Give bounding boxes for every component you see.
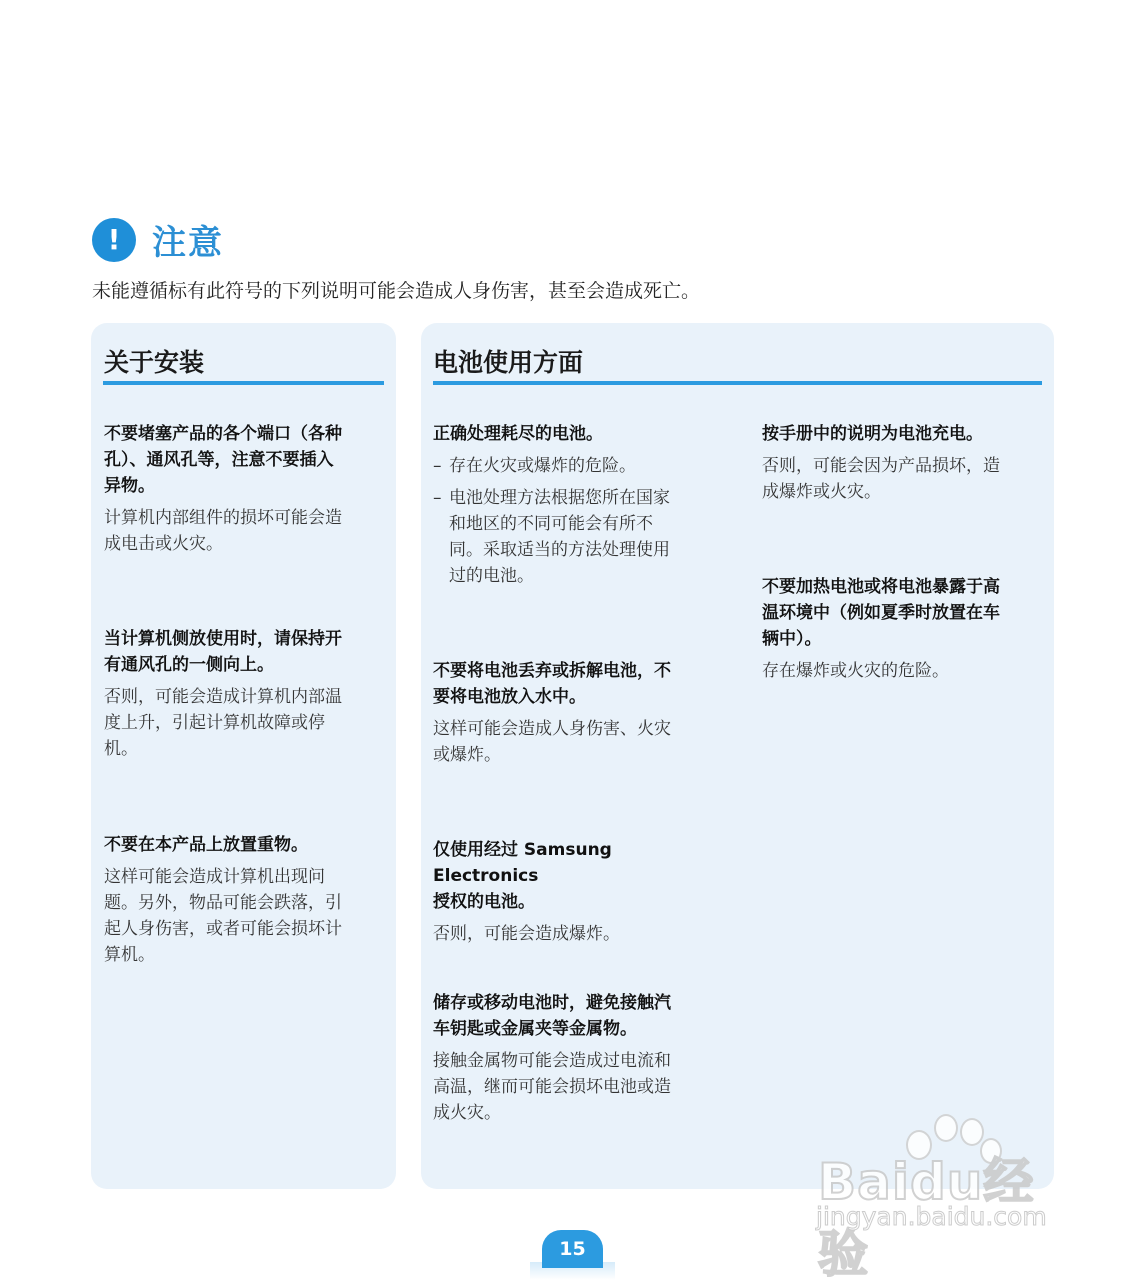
bullet-line: 电池处理方法根据您所在国家 [449, 488, 670, 508]
body-line: 否则，可能会造成爆炸。 [433, 924, 620, 944]
watermark-url: jingyan.baidu.com [816, 1202, 1047, 1231]
install-panel [91, 323, 396, 1189]
heading-line: 孔）、通风孔等，注意不要插入 [104, 450, 334, 470]
battery-item-dispose-heading [433, 421, 708, 447]
page-number: 15 [542, 1230, 603, 1268]
body-line: 成爆炸或火灾。 [762, 482, 881, 502]
body-line: 计算机内部组件的损坏可能会造 [104, 508, 342, 528]
install-item-1-body [104, 505, 379, 557]
bullet-line: 和地区的不同可能会有所不 [449, 514, 653, 534]
battery-item-metal-heading [433, 990, 708, 1042]
body-line: 成火灾。 [433, 1103, 501, 1123]
battery-title: 电池使用方面 [433, 348, 584, 377]
bullet-line: 存在火灾或爆炸的危险。 [449, 456, 636, 476]
heading-line: 储存或移动电池时，避免接触汽 [433, 993, 671, 1013]
battery-item-authorized [433, 837, 723, 947]
paw-toe [934, 1114, 958, 1142]
body-line: 度上升，引起计算机故障或停 [104, 713, 325, 733]
heading-line: 仅使用经过 Samsung Electronics [433, 840, 612, 886]
heading-line: 异物。 [104, 476, 155, 496]
body-line: 这样可能会造成计算机出现问 [104, 867, 325, 887]
body-line: 机。 [104, 739, 138, 759]
battery-item-dispose [433, 421, 708, 589]
caution-header [92, 215, 224, 264]
caution-title: 注意 [152, 223, 224, 263]
body-line: 这样可能会造成人身伤害、火灾 [433, 719, 671, 739]
install-title-rule [103, 381, 384, 385]
install-item-3 [104, 832, 379, 968]
battery-item-metal [433, 990, 708, 1126]
body-line: 算机。 [104, 945, 155, 965]
watermark-brand: Baidu经验 [818, 1153, 1035, 1280]
body-line: 接触金属物可能会造成过电流和 [433, 1051, 671, 1071]
bullet-dash: – [433, 456, 442, 476]
heading-line: 车钥匙或金属夹等金属物。 [433, 1019, 637, 1039]
heading-line: 有通风孔的一侧向上。 [104, 655, 274, 675]
install-item-2 [104, 626, 379, 762]
heading-line: 按手册中的说明为电池充电。 [762, 424, 983, 444]
body-line: 否则，可能会因为产品损坏，造 [762, 456, 1000, 476]
battery-item-authorized-body [433, 921, 723, 947]
install-item-2-body [104, 684, 379, 762]
battery-item-heat [762, 574, 1037, 684]
body-line: 高温，继而可能会损坏电池或造 [433, 1077, 671, 1097]
intro-text: 未能遵循标有此符号的下列说明可能会造成人身伤害，甚至会造成死亡。 [92, 280, 701, 302]
install-item-3-heading [104, 832, 379, 858]
battery-item-charge-body [762, 453, 1037, 505]
install-item-1-heading [104, 421, 379, 499]
battery-item-heat-body [762, 658, 1037, 684]
battery-item-charge-heading [762, 421, 1037, 447]
bullet-item [433, 453, 708, 479]
install-item-2-heading [104, 626, 379, 678]
battery-panel [421, 323, 1054, 1189]
heading-line: 要将电池放入水中。 [433, 687, 586, 707]
exclamation-icon: ! [92, 218, 136, 262]
bullet-item [433, 485, 708, 589]
battery-item-water-heading [433, 658, 708, 710]
battery-item-authorized-heading [433, 837, 723, 915]
bullet-line: 同。采取适当的方法处理使用 [449, 540, 670, 560]
heading-line: 授权的电池。 [433, 892, 535, 912]
battery-item-charge [762, 421, 1037, 505]
watermark [810, 1108, 1080, 1280]
install-item-1 [104, 421, 379, 557]
battery-item-water-body [433, 716, 708, 768]
body-line: 题。另外，物品可能会跌落，引 [104, 893, 342, 913]
battery-title-rule [433, 381, 1042, 385]
heading-line: 辆中）。 [762, 629, 822, 649]
heading-line: 当计算机侧放使用时，请保持开 [104, 629, 342, 649]
heading-line: 正确处理耗尽的电池。 [433, 424, 603, 444]
bullet-line: 过的电池。 [449, 566, 534, 586]
heading-line: 不要堵塞产品的各个端口（各种 [104, 424, 342, 444]
install-title: 关于安装 [104, 348, 205, 377]
body-line: 或爆炸。 [433, 745, 501, 765]
heading-line: 不要加热电池或将电池暴露于高 [762, 577, 1000, 597]
install-item-3-body [104, 864, 379, 968]
body-line: 起人身伤害，或者可能会损坏计 [104, 919, 342, 939]
battery-item-metal-body [433, 1048, 708, 1126]
battery-item-heat-heading [762, 574, 1037, 652]
body-line: 存在爆炸或火灾的危险。 [762, 661, 949, 681]
bullet-dash: – [433, 488, 442, 508]
heading-line: 不要在本产品上放置重物。 [104, 835, 308, 855]
battery-item-water [433, 658, 708, 768]
heading-line: 温环境中（例如夏季时放置在车 [762, 603, 1000, 623]
heading-line: 不要将电池丢弃或拆解电池，不 [433, 661, 671, 681]
body-line: 成电击或火灾。 [104, 534, 223, 554]
body-line: 否则，可能会造成计算机内部温 [104, 687, 342, 707]
